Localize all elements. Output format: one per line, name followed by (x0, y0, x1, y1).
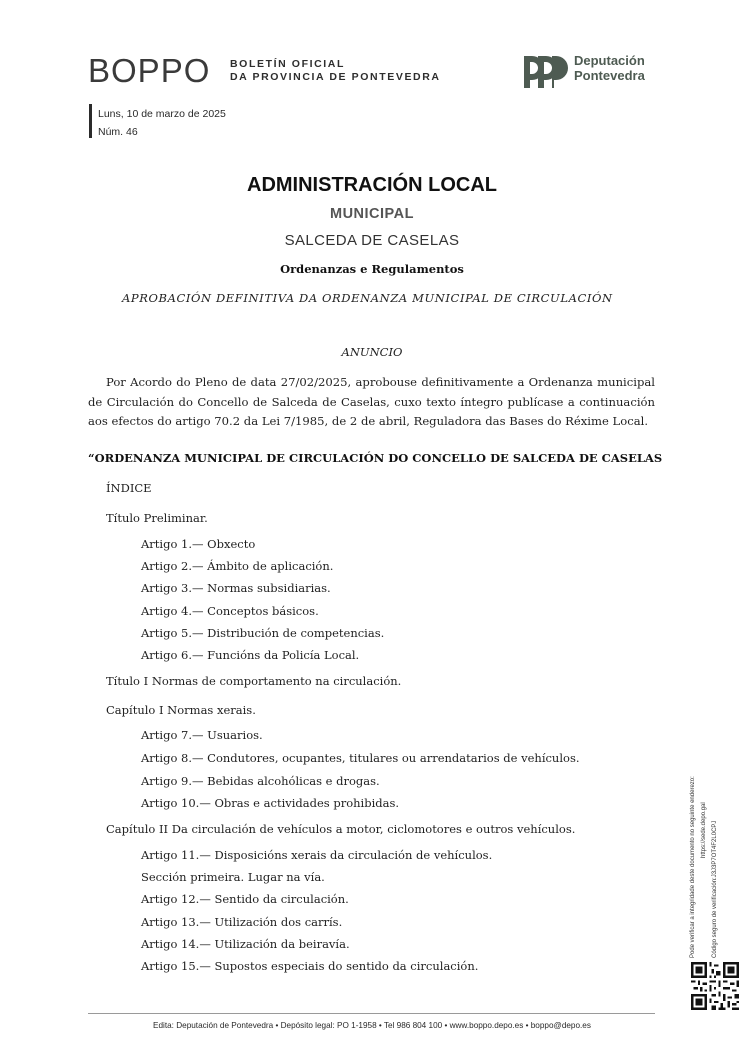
toc-item: Título Preliminar. (106, 511, 208, 525)
deputacion-name-line2: Pontevedra (574, 68, 645, 83)
date-divider (89, 104, 92, 138)
toc-item: Artigo 7.— Usuarios. (141, 728, 263, 742)
municipality-heading: SALCEDA DE CASELAS (284, 232, 460, 249)
toc-item: Artigo 13.— Utilización dos carrís. (141, 915, 343, 929)
deputacion-name-line1: Deputación (574, 53, 645, 68)
boppo-logo: BOPPO (88, 52, 211, 89)
bulletin-name-line2: DA PROVINCIA DE PONTEVEDRA (230, 71, 441, 83)
toc-item: Sección primeira. Lugar na vía. (141, 870, 325, 884)
qr-code-icon (691, 962, 739, 1010)
toc-item: Artigo 2.— Ámbito de aplicación. (141, 559, 334, 573)
bulletin-name-line1: BOLETÍN OFICIAL (230, 58, 345, 70)
toc-item: Artigo 6.— Funcións da Policía Local. (141, 648, 360, 662)
toc-item: Artigo 1.— Obxecto (141, 537, 256, 551)
ordinance-title: “ORDENANZA MUNICIPAL DE CIRCULACIÓN DO CONCELLO DE SALCEDA DE CASELAS (88, 451, 663, 465)
toc-item: Artigo 9.— Bebidas alcohólicas e drogas. (141, 774, 380, 788)
toc-item: Capítulo II Da circulación de vehículos a motor, ciclomotores e outros vehículos. (106, 822, 576, 836)
verification-url[interactable]: https://sede.depo.gal (701, 802, 707, 858)
deputacion-name (574, 53, 645, 83)
toc-item: Artigo 12.— Sentido da circulación. (141, 892, 349, 906)
toc-item: Título I Normas de comportamento na circulación. (106, 674, 402, 688)
verification-block (690, 728, 744, 958)
approval-title: APROBACIÓN DEFINITIVA DA ORDENANZA MUNICIPAL DE CIRCULACIÓN (122, 291, 613, 305)
subsection-heading: MUNICIPAL (330, 206, 414, 222)
announcement-paragraph: Por Acordo do Pleno de data 27/02/2025, aprobouse definitivamente a Ordenanza municipal de Circulación do Concello de Salceda de Caselas, cuxo texto íntegro publícase a continuación aos efectos do artigo 70.2 da Lei 7/1985, de 2 de abril, Reguladora das Bases do Réxime Local. (88, 375, 655, 428)
toc-item: Artigo 14.— Utilización da beiravía. (141, 937, 350, 951)
toc-item: Artigo 4.— Conceptos básicos. (141, 604, 319, 618)
toc-item: ÍNDICE (106, 481, 152, 495)
toc-item: Artigo 3.— Normas subsidiarias. (141, 581, 331, 595)
footer-divider (88, 1013, 655, 1014)
announcement-label: ANUNCIO (341, 345, 403, 359)
issue-number: Núm. 46 (98, 126, 138, 138)
toc-item: Artigo 5.— Distribución de competencias. (141, 626, 385, 640)
verification-line1: Pode verificar a integridade deste documento no seguinte enderezo: (690, 776, 696, 958)
section-heading: ADMINISTRACIÓN LOCAL (247, 174, 497, 196)
bulletin-name (230, 58, 441, 84)
toc-item: Artigo 8.— Condutores, ocupantes, titulares ou arrendatarios de vehículos. (141, 751, 580, 765)
deputacion-logo-icon (522, 52, 568, 92)
toc-item: Artigo 15.— Supostos especiais do sentido da circulación. (141, 959, 479, 973)
category-heading: Ordenanzas e Regulamentos (280, 262, 464, 276)
toc-item: Artigo 10.— Obras e actividades prohibidas. (141, 796, 400, 810)
verification-code: Código seguro de verificación:J3J3P7OT4F2L0CPJ (712, 820, 718, 958)
issue-date: Luns, 10 de marzo de 2025 (98, 108, 226, 120)
footer-text: Edita: Deputación de Pontevedra • Depósito legal: PO 1-1958 • Tel 986 804 100 • www.boppo.depo.es • boppo@depo.es (153, 1021, 591, 1030)
toc-item: Artigo 11.— Disposicións xerais da circulación de vehículos. (141, 848, 493, 862)
toc-item: Capítulo I Normas xerais. (106, 703, 256, 717)
issue-info (98, 105, 226, 141)
